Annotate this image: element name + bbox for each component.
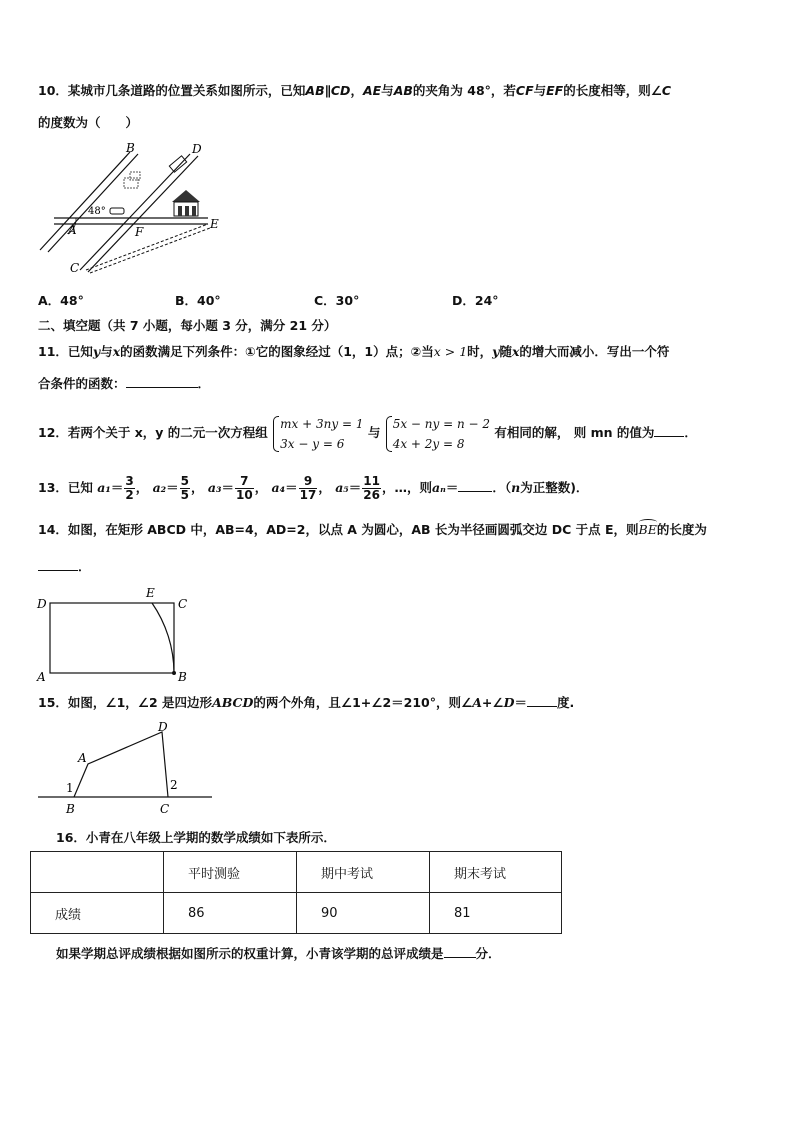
label-E: E [210, 217, 219, 231]
q15-stem: 15．如图，∠1，∠2 是四边形ABCD的两个外角，且∠1+∠2＝210°，则∠A+∠D＝ 度. [38, 695, 575, 710]
angle-label: 48° [88, 206, 106, 217]
q12-answer-blank[interactable] [654, 424, 684, 437]
label-B: B [66, 802, 75, 816]
q10-option-b[interactable]: B．40° [175, 293, 221, 308]
house-icon [172, 190, 200, 216]
label-A: A [37, 670, 46, 684]
q15-answer-blank[interactable] [527, 694, 557, 707]
table-header-cell: 平时测验 [164, 852, 297, 893]
label-B: B [126, 141, 135, 155]
q10-road-figure [38, 140, 228, 280]
q16-score-table [30, 851, 562, 934]
angle-1-label: 1 [66, 781, 74, 795]
table-header-cell: 期中考试 [297, 852, 430, 893]
q13-frac-3: $\frac{7}{10}$ [235, 474, 253, 502]
table-header-cell [31, 852, 164, 893]
q14-stem-line2: ． [38, 558, 91, 576]
table-row [31, 893, 562, 934]
q12-system-2: 5x − ny = n − 2 4x + 2y = 8 [385, 414, 490, 454]
label-C: C [178, 597, 188, 611]
q16-footer: 如果学期总评成绩根据如图所示的权重计算，小青该学期的总评成绩是 分． [56, 946, 501, 961]
q14-arc-be: BE [639, 522, 657, 537]
label-D: D [37, 597, 47, 611]
table-cell: 成绩 [31, 893, 164, 934]
q13-frac-5: $\frac{11}{26}$ [363, 474, 380, 502]
q11-stem-line1: 11．已知y与x的函数满足下列条件：①它的图象经过（1，1）点；②当x > 1时，y随x的增大而减小．写出一个符 [38, 344, 670, 359]
q10-stem-line1: 10．某城市几条道路的位置关系如图所示，已知AB∥CD，AE与AB的夹角为 48°，若CF与EF的长度相等，则∠C [38, 83, 672, 98]
q13-frac-1: $\frac{3}{2}$ [125, 474, 134, 502]
truck-icon [169, 156, 186, 172]
q16-answer-blank[interactable] [444, 945, 476, 958]
q10-option-a[interactable]: A．48° [38, 293, 84, 308]
q14-stem-line1: 14．如图，在矩形 ABCD 中，AB=4，AD=2，以点 A 为圆心，AB 长为半径画圆弧交边 DC 于点 E，则BE 的长度为 [38, 521, 707, 539]
label-C: C [160, 802, 170, 816]
label-F: F [135, 225, 144, 239]
label-D: D [192, 142, 202, 156]
label-B: B [178, 670, 187, 684]
q10-stem-line2: 的度数为（ ） [38, 115, 139, 130]
q16-stem: 16．小青在八年级上学期的数学成绩如下表所示． [56, 830, 336, 845]
q11-answer-blank[interactable] [126, 375, 198, 388]
q10-option-d[interactable]: D．24° [452, 293, 499, 308]
q15-quadrilateral-figure [34, 718, 216, 818]
label-D: D [158, 720, 168, 734]
table-header-cell: 期末考试 [430, 852, 562, 893]
label-E: E [146, 586, 155, 600]
q10-option-c[interactable]: C．30° [314, 293, 360, 308]
q12-stem: 12．若两个关于 x，y 的二元一次方程组 mx + 3ny = 1 3x − y = 6 与 5x − ny = n − 2 4x + 2y = 8 有相同的解， 则 mn 的值为 ． [38, 411, 697, 455]
q13-frac-4: $\frac{9}{17}$ [299, 474, 317, 502]
table-cell: 86 [164, 893, 297, 934]
q13-answer-blank[interactable] [458, 479, 492, 492]
q14-answer-blank[interactable] [38, 558, 78, 571]
table-header-row [31, 852, 562, 893]
building-icon [124, 172, 140, 188]
label-A: A [78, 751, 87, 765]
table-cell: 90 [297, 893, 430, 934]
angle-2-label: 2 [170, 778, 178, 792]
label-A: A [68, 223, 77, 237]
section2-heading: 二、填空题（共 7 小题，每小题 3 分，满分 21 分） [38, 318, 337, 333]
label-C: C [70, 261, 80, 275]
q12-system-1: mx + 3ny = 1 3x − y = 6 [272, 414, 363, 454]
q13-stem: 13．已知 a₁＝ $\frac{3}{2}$ ， a₂＝ $\frac{5}{5}$ ， a₃＝ $\frac{7}{10}$ ， a₄＝ $\frac{9}{17}$ ， a₅＝ $\frac{11}{26}$ ，…，则aₙ＝ ．（n为正整数)． [38, 474, 589, 502]
q13-frac-2: $\frac{5}{5}$ [180, 474, 190, 502]
car-icon [110, 208, 124, 214]
q11-stem-line2: 合条件的函数： ． [38, 376, 211, 391]
table-cell: 81 [430, 893, 562, 934]
q14-rectangle-figure [34, 585, 194, 685]
